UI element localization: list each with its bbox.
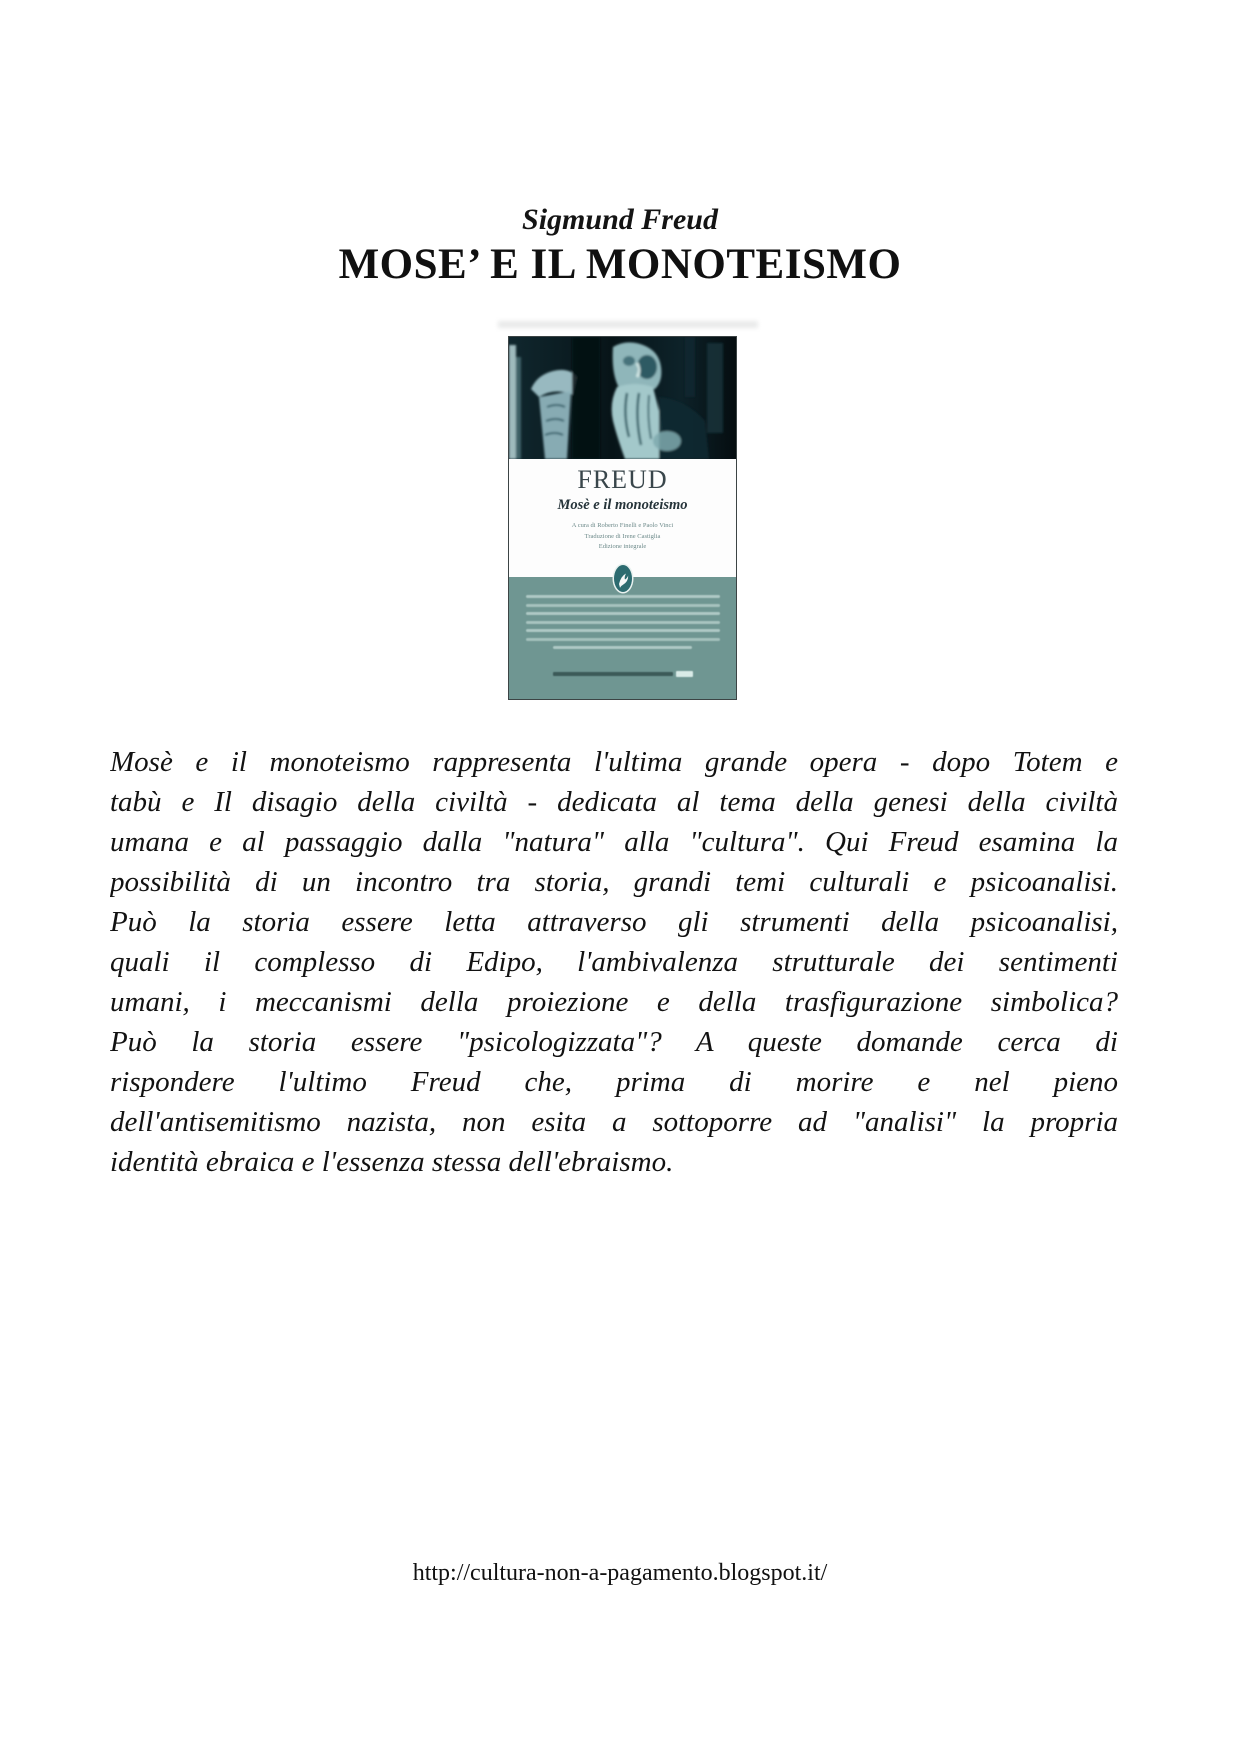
page-title: MOSE’ E IL MONOTEISMO: [338, 241, 902, 288]
paragraph-line: umana e al passaggio dalla "natura" alla "cultura". Qui Freud esamina la: [110, 826, 1118, 858]
imprint-text-placeholder: [553, 672, 673, 676]
paragraph-line: identità ebraica e l'essenza stessa dell'ebraismo.: [110, 1146, 674, 1178]
blurb-line: [526, 638, 720, 641]
cover-photo: [509, 337, 736, 459]
paragraph-line: rispondere l'ultimo Freud che, prima di morire e nel pieno: [110, 1066, 1118, 1098]
footer-url: http://cultura-non-a-pagamento.blogspot.it/: [412, 1560, 828, 1586]
cover-author-name: FREUD: [577, 465, 668, 494]
paragraph-line: possibilità di un incontro tra storia, grandi temi culturali e psicoanalisi.: [110, 866, 1118, 898]
blurb-line: [526, 612, 720, 615]
paragraph-line: quali il complesso di Edipo, l'ambivalenza strutturale dei sentimenti: [110, 946, 1118, 978]
cover-credit-line: Traduzione di Irene Castiglia: [584, 532, 661, 540]
cover-blurb-text-placeholder: [526, 595, 720, 655]
paragraph-line: Mosè e il monoteismo rappresenta l'ultima grande opera - dopo Totem e: [110, 746, 1118, 778]
author-line: Sigmund Freud: [522, 203, 718, 236]
blurb-line: [526, 595, 720, 598]
paragraph-line: tabù e Il disagio della civiltà - dedicata al tema della genesi della civiltà: [110, 786, 1118, 818]
paragraph-line: Può la storia essere "psicologizzata"? A queste domande cerca di: [110, 1026, 1118, 1058]
cover-credit-line: Edizione integrale: [598, 543, 647, 550]
cover-title-band: [509, 459, 736, 577]
blurb-line: [526, 621, 720, 624]
paragraph-line: dell'antisemitismo nazista, non esita a sottoporre ad "analisi" la propria: [110, 1106, 1118, 1138]
scan-artifact: [498, 321, 758, 328]
cover-book-title: Mosè e il monoteismo: [557, 497, 688, 513]
cover-imprint-line: [553, 671, 693, 677]
paragraph-line: umani, i meccanismi della proiezione e della trasfigurazione simbolica?: [110, 986, 1118, 1018]
book-cover-image: [508, 336, 737, 700]
blurb-line: [526, 604, 720, 607]
description-paragraph: [110, 742, 1118, 1182]
blurb-line: [553, 646, 693, 649]
blurb-line: [526, 629, 720, 632]
moses-statue-illustration: [509, 337, 736, 459]
cover-credit-line: A cura di Roberto Finelli e Paolo Vinci: [571, 522, 674, 529]
imprint-series-chip: [676, 671, 693, 677]
cover-credits: [509, 521, 736, 553]
publisher-pegasus-logo-icon: [612, 563, 634, 594]
paragraph-line: Può la storia essere letta attraverso gli strumenti della psicoanalisi,: [110, 906, 1118, 938]
